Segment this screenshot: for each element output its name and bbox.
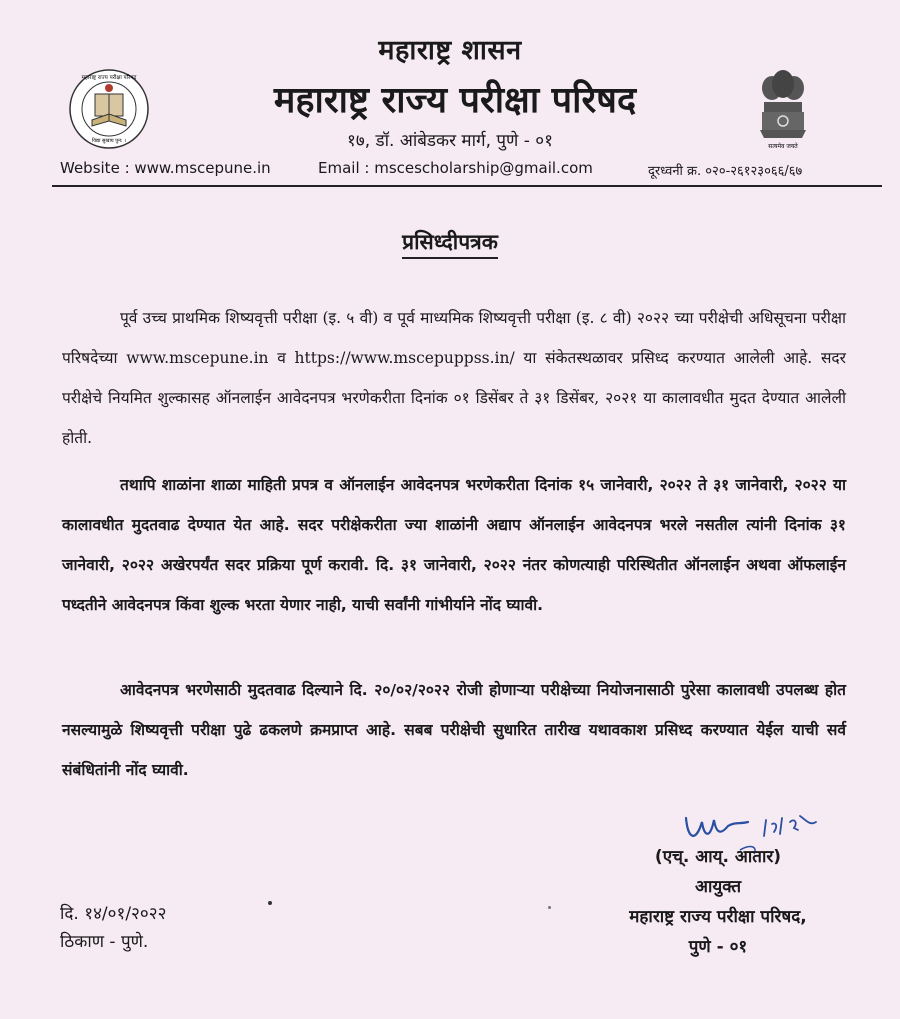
svg-text:महाराष्ट्र राज्य परीक्षा परिषद: महाराष्ट्र राज्य परीक्षा परिषद bbox=[81, 75, 137, 81]
header-divider bbox=[52, 185, 882, 187]
press-release-title bbox=[0, 228, 900, 256]
date-place-block bbox=[60, 900, 166, 956]
website-text: Website : www.mscepune.in bbox=[60, 159, 271, 177]
exam-council-logo-icon bbox=[68, 68, 150, 150]
signatory-office: महाराष्ट्र राज्य परीक्षा परिषद, bbox=[629, 907, 807, 927]
government-heading: महाराष्ट्र शासन bbox=[378, 35, 522, 66]
svg-text:सत्यमेव जयते: सत्यमेव जयते bbox=[768, 143, 798, 150]
council-heading: महाराष्ट्र राज्य परीक्षा परिषद bbox=[273, 80, 637, 121]
phone-text: दूरध्वनी क्र. ०२०-२६१२३०६६/६७ bbox=[648, 164, 803, 179]
press-release-title-text: प्रसिध्दीपत्रक bbox=[402, 230, 498, 259]
issue-date: दि. १४/०१/२०२२ bbox=[60, 904, 167, 924]
council-address: १७, डॉ. आंबेडकर मार्ग, पुणे - ०१ bbox=[347, 131, 553, 151]
signatory-designation: आयुक्त bbox=[694, 877, 742, 897]
paragraph-notification: पूर्व उच्च प्राथमिक शिष्यवृत्ती परीक्षा (इ. ५ वी) व पूर्व माध्यमिक शिष्यवृत्ती परीक्षा (इ. ८ वी) २०२२ च्या परीक्षेची अधिसूचना परीक्षा परिषदेच्या www.mscepune.in व https://www.mscepuppss.in/ या संकेतस्थळावर प्रसिध्द करण्यात आलेली आहे. सदर परीक्षेचे नियमित शुल्कासह ऑनलाईन आवेदनपत्र भरणेकरीता दिनांक ०१ डिसेंबर ते ३१ डिसेंबर, २०२१ या कालावधीत मुदत देण्यात आलेली होती. bbox=[62, 309, 846, 447]
signatory-name: (एच्. आय्. आतार) bbox=[654, 847, 782, 867]
national-emblem-icon bbox=[752, 66, 814, 152]
ink-speck bbox=[548, 906, 551, 909]
paragraph-extension: तथापि शाळांना शाळा माहिती प्रपत्र व ऑनलाईन आवेदनपत्र भरणेकरीता दिनांक १५ जानेवारी, २०२२ ते ३१ जानेवारी, २०२२ या कालावधीत मुदतवाढ देण्यात येत आहे. सदर परीक्षेकरीता ज्या शाळांनी अद्याप ऑनलाईन आवेदनपत्र भरले नसतील त्यांनी दिनांक ३१ जानेवारी, २०२२ अखेरपर्यंत सदर प्रक्रिया पूर्ण करावी. दि. ३१ जानेवारी, २०२२ नंतर कोणत्याही परिस्थितीत ऑनलाईन अथवा ऑफलाईन पध्दतीने आवेदनपत्र किंवा शुल्क भरता येणार नाही, याची सर्वांनी गांभीर्याने नोंद घ्यावी. bbox=[62, 476, 846, 614]
signatory-city: पुणे - ०१ bbox=[688, 937, 748, 957]
paragraph-postponement: आवेदनपत्र भरणेसाठी मुदतवाढ दिल्याने दि. २०/०२/२०२२ रोजी होणाऱ्या परीक्षेच्या नियोजनासाठी पुरेसा कालावधी उपलब्ध होत नसल्यामुळे शिष्यवृत्ती परीक्षा पुढे ढकलणे क्रमप्राप्त आहे. सबब परीक्षेची सुधारित तारीख यथावकाश प्रसिध्द करण्यात येईल याची सर्व संबंधितांनी नोंद घ्यावी. bbox=[62, 681, 846, 779]
signatory-block bbox=[598, 842, 838, 962]
issue-place: ठिकाण - पुणे. bbox=[60, 932, 149, 952]
svg-text:विद्या सुखाय पुन: ।: विद्या सुखाय पुन: । bbox=[91, 138, 127, 144]
ink-dot bbox=[268, 901, 272, 905]
email-text: Email : mscescholarship@gmail.com bbox=[318, 159, 593, 177]
